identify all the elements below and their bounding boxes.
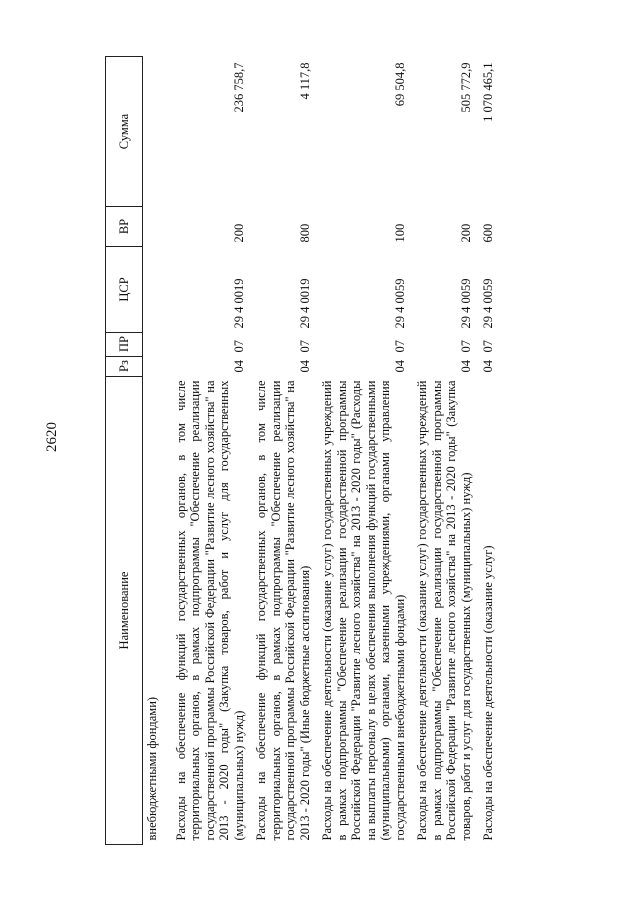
table-row: [250, 57, 316, 845]
header-rz: Рз: [106, 357, 143, 377]
row-sum: 69 504,8: [392, 62, 407, 107]
budget-table: [105, 56, 500, 845]
rotated-page-content: [105, 57, 625, 845]
row-sum: 236 758,7: [231, 62, 246, 113]
row-sum: 4 117,8: [297, 62, 312, 100]
row-csr: 29 4 0019: [231, 278, 246, 329]
table-row: [477, 57, 500, 845]
row-csr: 29 4 0059: [458, 278, 473, 329]
row-rz: 04: [481, 360, 495, 373]
header-csr: ЦСР: [106, 247, 143, 333]
row-sum: 1 070 465,1: [481, 62, 495, 122]
row-pr: 07: [392, 340, 407, 353]
row-vr: 600: [481, 223, 495, 243]
row-rz: 04: [231, 360, 246, 373]
row-rz: 04: [297, 360, 312, 373]
table-row: [143, 57, 170, 845]
row-csr: [143, 247, 170, 333]
table-row: [170, 57, 251, 845]
row-pr: 07: [458, 340, 473, 353]
row-name: Расходы на обеспечение функций государственных органов, в том числе территориальных органов, в рамках подпрограммы "Обеспечение реализации государственной программы Российской Федерации "Развитие лесного хозяйства" на 2013 - 2020 годы" (Закупка товаров, работ и услуг для государственных (муниципальных) нужд): [173, 380, 246, 841]
header-sum: Сумма: [106, 57, 143, 207]
row-sum: [143, 57, 170, 207]
row-sum: 505 772,9: [458, 62, 473, 113]
row-vr: 100: [392, 223, 407, 243]
row-vr: [143, 207, 170, 247]
row-vr: 800: [297, 223, 312, 243]
row-pr: 07: [297, 340, 312, 353]
row-rz: 04: [392, 360, 407, 373]
row-csr: 29 4 0059: [392, 278, 407, 329]
header-vr: ВР: [106, 207, 143, 247]
table-row: [316, 57, 411, 845]
row-name: Расходы на обеспечение деятельности (оказание услуг) государственных учреждений в рамках подпрограммы "Обеспечение реализации государственной программы Российской Федерации "Развитие лесного хозяйства" на 2013 - 2020 годы" (Расходы на выплаты персоналу в целях обеспечения выполнения функций государственными (муниципальными) органами, казенными учреждениями, органами управления государственными внебюджетными фондами): [320, 380, 407, 841]
header-pr: ПР: [106, 333, 143, 357]
row-pr: 07: [481, 340, 495, 353]
row-csr: 29 4 0059: [481, 278, 495, 329]
row-vr: 200: [458, 223, 473, 243]
row-name: Расходы на обеспечение деятельности (оказание услуг): [481, 545, 495, 841]
row-name: внебюджетными фондами): [145, 696, 159, 841]
table-row: [411, 57, 477, 845]
row-name: Расходы на обеспечение функций государственных органов, в том числе территориальных органов, в рамках подпрограммы "Обеспечение реализации государственной программы Российской Федерации "Развитие лесного хозяйства" на 2013 - 2020 годы" (Иные бюджетные ассигнования): [254, 380, 312, 841]
page-number: 2620: [44, 422, 60, 452]
header-name: Наименование: [106, 377, 143, 845]
table-header-row: [106, 57, 143, 845]
row-name: Расходы на обеспечение деятельности (оказание услуг) государственных учреждений в рамках подпрограммы "Обеспечение реализации государственной программы Российской Федерации "Развитие лесного хозяйства" на 2013 - 2020 годы" (Закупка товаров, работ и услуг для государственных (муниципальных) нужд): [415, 380, 473, 841]
row-pr: 07: [231, 340, 246, 353]
row-rz: [143, 357, 170, 377]
row-rz: 04: [458, 360, 473, 373]
row-vr: 200: [231, 223, 246, 243]
row-csr: 29 4 0019: [297, 278, 312, 329]
row-pr: [143, 333, 170, 357]
